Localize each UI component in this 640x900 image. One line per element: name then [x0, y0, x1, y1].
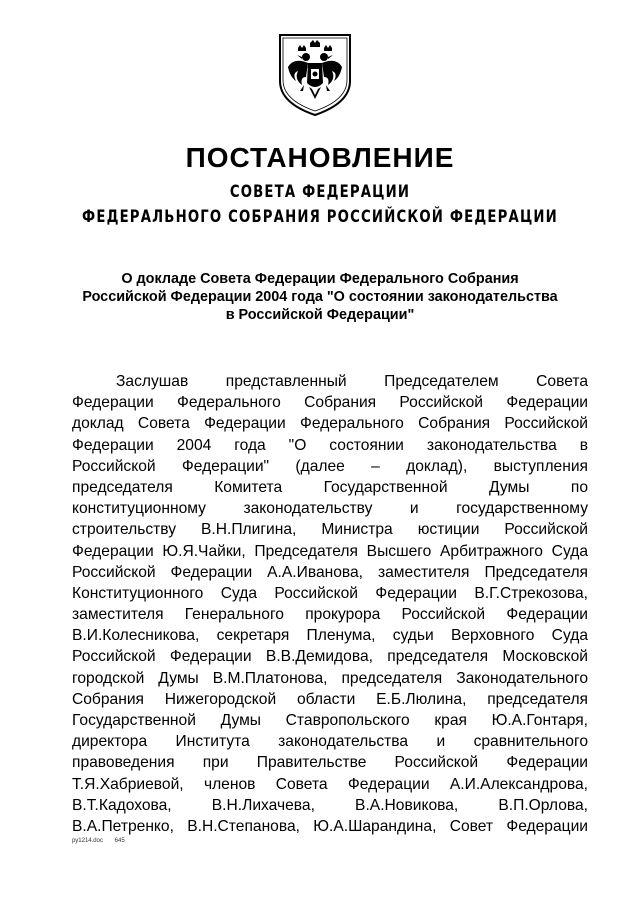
body-line: Государственной Думы Ставропольского края Ю.А.Гонтаря,	[72, 712, 588, 729]
body-line: Федерации Ю.Я.Чайки, Председателя Высшего Арбитражного Суда	[72, 542, 588, 560]
body-line: Собрания Нижегородской области Е.Б.Люлина, председателя	[72, 690, 588, 708]
resolution-body	[72, 371, 588, 837]
document-footer	[72, 838, 135, 844]
footer-file-ref: ру1214.doc	[72, 838, 103, 844]
body-line: конституционному законодательству и государственному	[72, 500, 588, 518]
body-line: городской Думы В.М.Платонова, председателя Законодательного	[72, 669, 588, 687]
body-line: В.И.Колесникова, секретаря Пленума, судьи Верховного Суда	[72, 627, 588, 645]
body-line: строительству В.Н.Плигина, Министра юстиции Российской	[72, 521, 588, 539]
body-line: председателя Комитета Государственной Думы по	[72, 478, 588, 496]
body-line: доклад Совета Федерации Федерального Собрания Российской	[72, 415, 588, 433]
document-title: ПОСТАНОВЛЕНИЕ	[185, 142, 455, 173]
body-line: правоведения при Правительстве Российской Федерации	[72, 754, 588, 772]
body-line: В.А.Петренко, В.Н.Степанова, Ю.А.Шарандина, Совет Федерации	[72, 817, 588, 835]
body-line: заместителя Генерального прокурора Российской Федерации	[72, 606, 588, 624]
heading-line: Российской Федерации 2004 года "О состоянии законодательства	[82, 289, 558, 305]
body-line: директора Института законодательства и сравнительного	[72, 733, 588, 751]
body-line: Федерации Федерального Собрания Российской Федерации	[72, 394, 588, 412]
coat-of-arms-icon	[276, 33, 354, 117]
issuer-line-2: ФЕДЕРАЛЬНОГО СОБРАНИЯ РОССИЙСКОЙ ФЕДЕРАЦИИ	[82, 207, 558, 227]
body-line: Заслушав представленный Председателем Совета	[116, 373, 588, 390]
body-line: Российской Федерации В.В.Демидова, председателя Московской	[72, 648, 588, 666]
body-line: Российской Федерации" (далее – доклад), выступления	[72, 457, 588, 475]
footer-page-code: 645	[114, 838, 125, 844]
body-line: Федерации 2004 года "О состоянии законодательства в	[72, 436, 588, 454]
issuer-line-1: СОВЕТА ФЕДЕРАЦИИ	[229, 182, 411, 202]
body-line: Конституционного Суда Российской Федерации В.Г.Стрекозова,	[72, 584, 588, 602]
resolution-subject-heading	[40, 270, 600, 324]
heading-line: О докладе Совета Федерации Федерального Собрания	[121, 271, 519, 287]
body-line: Российской Федерации А.А.Иванова, заместителя Председателя	[72, 563, 588, 581]
body-line: В.Т.Кадохова, В.Н.Лихачева, В.А.Новикова, В.П.Орлова,	[72, 796, 588, 814]
heading-line: в Российской Федерации"	[225, 307, 415, 323]
body-line: Т.Я.Хабриевой, членов Совета Федерации А.И.Александрова,	[72, 775, 588, 793]
